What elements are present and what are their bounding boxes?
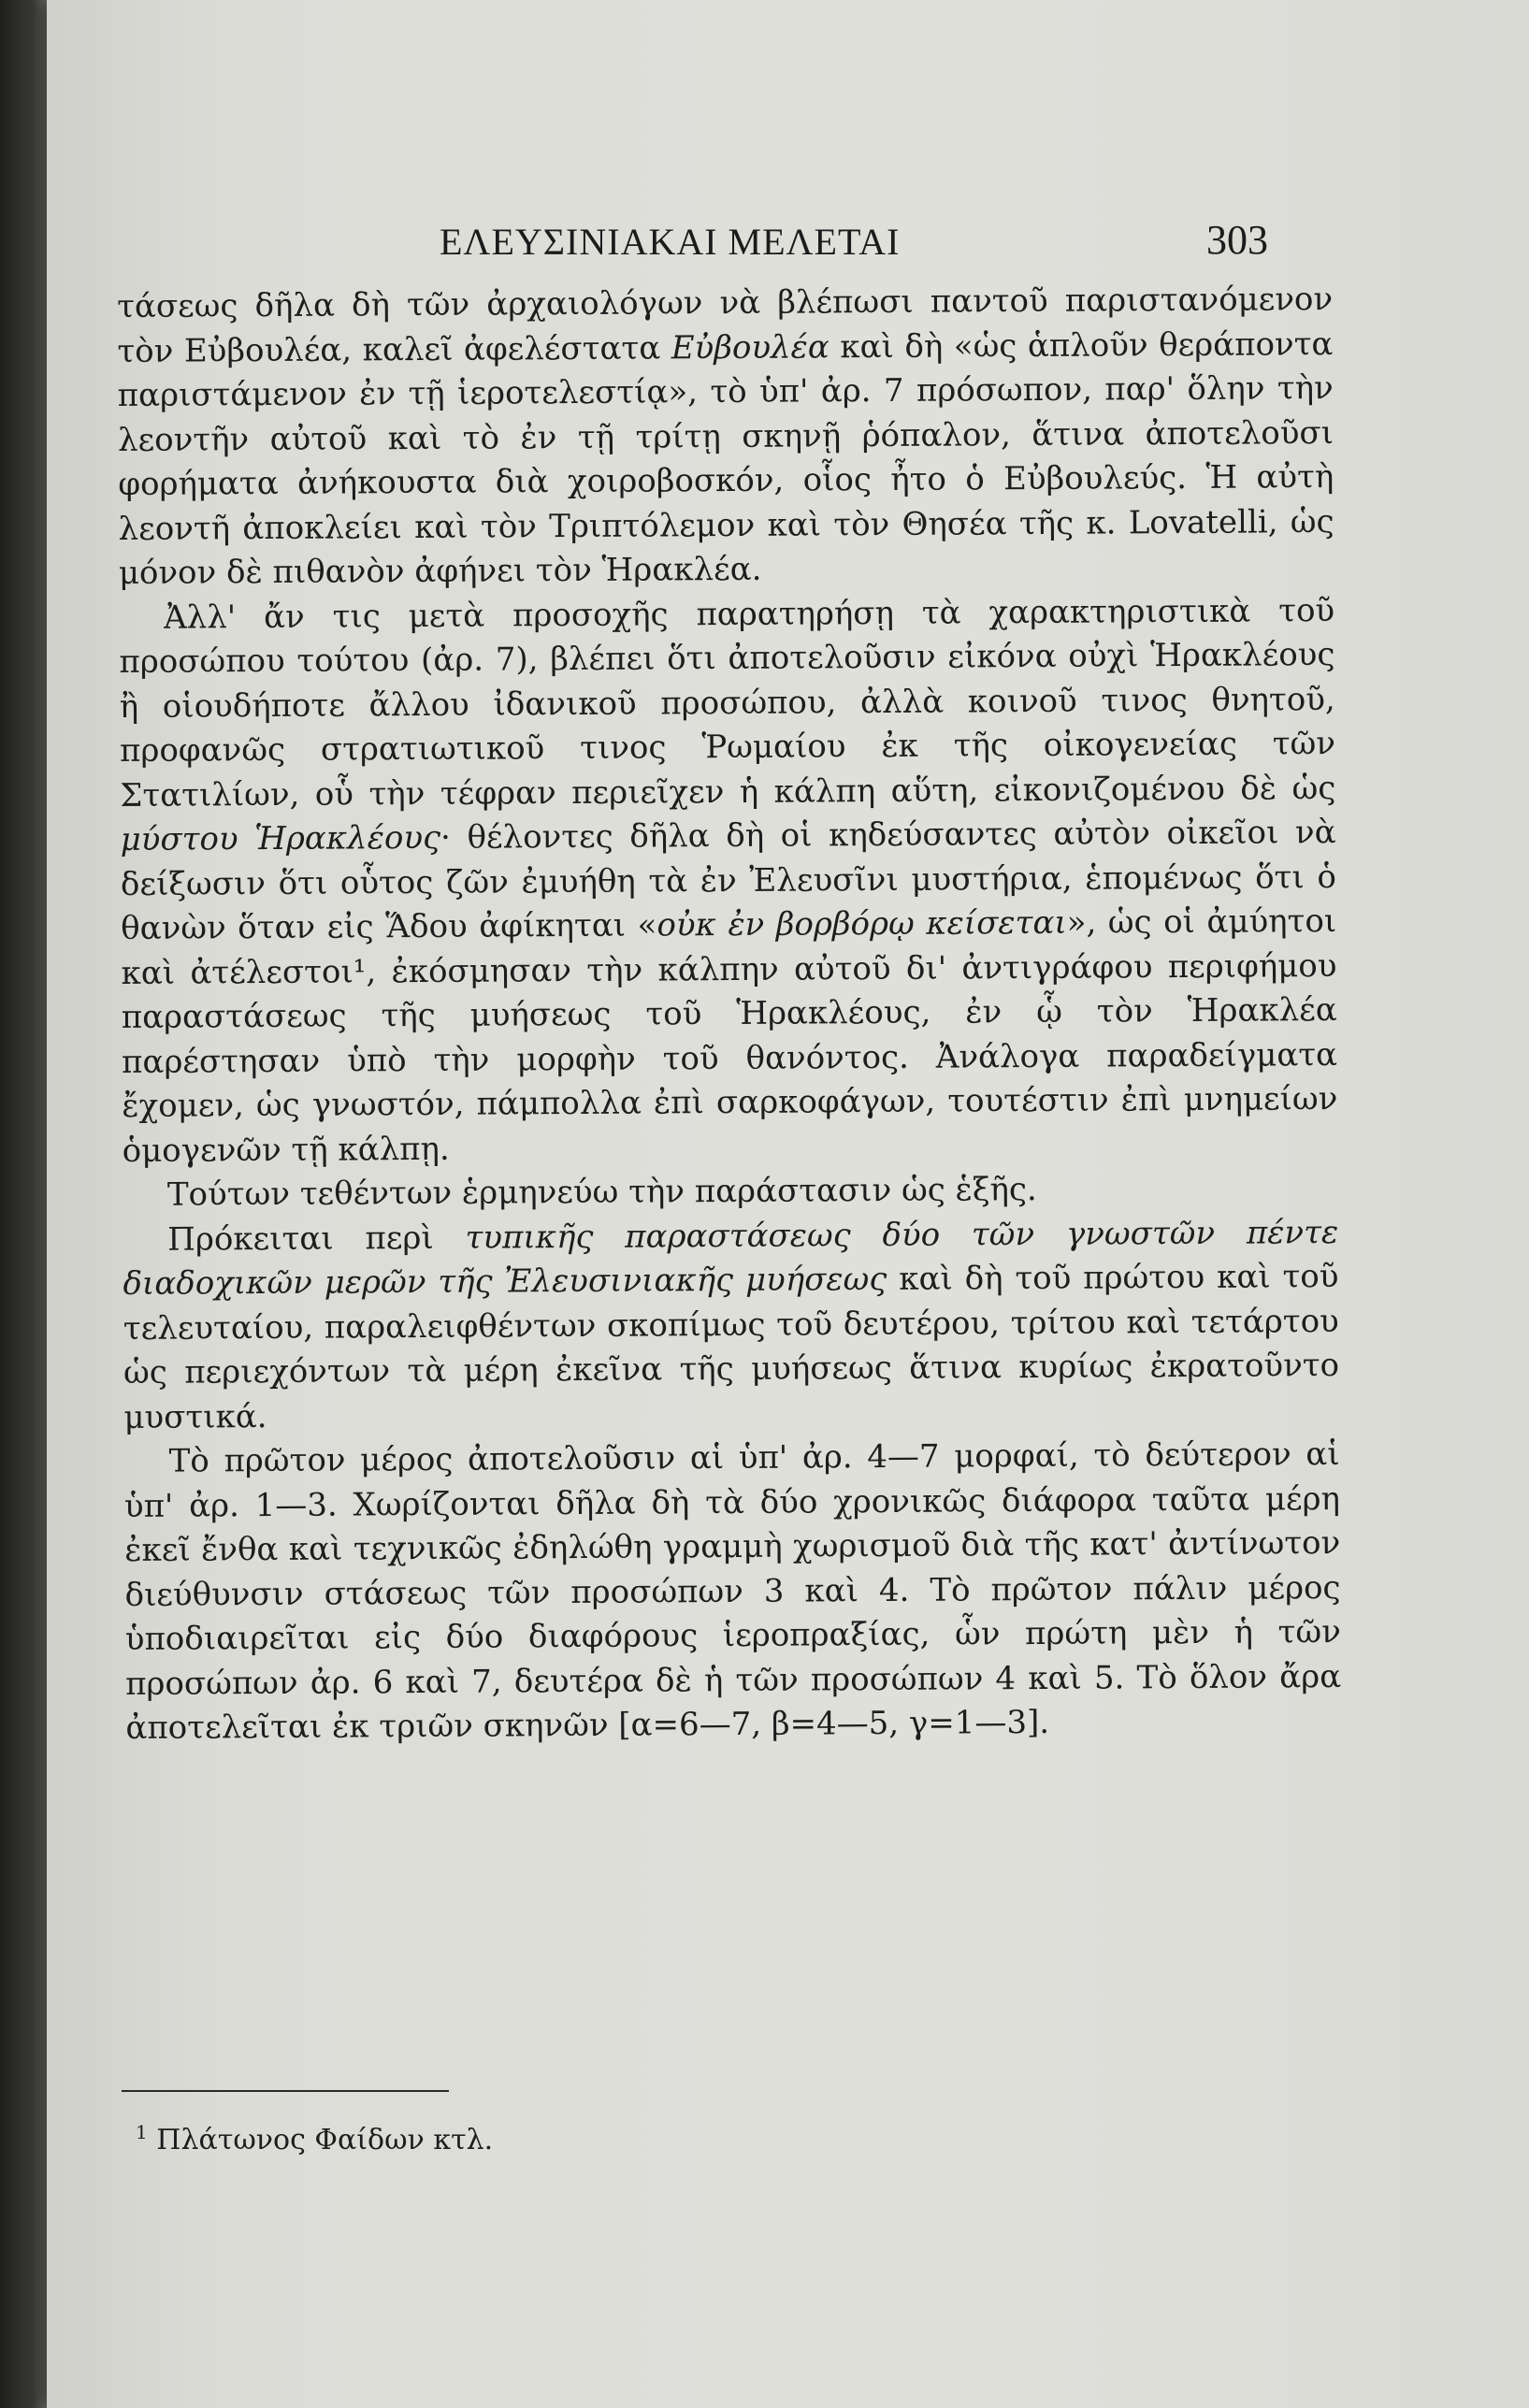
text-run: Τούτων τεθέντων ἑρμηνεύω τὴν παράστασιν ὡς ἑξῆς. <box>166 1171 1037 1214</box>
text-run: · θέλοντες δῆλα δὴ οἱ κηδεύσαντες αὐτὸν οἰκεῖοι νὰ δείξωσιν ὅτι οὗτος ζῶν ἐμυήθη τὰ ἐν Ἐλευσῖνι μυστήρια, ἑπομένως ὅτι ὁ θανὼν ὅταν εἰς Ἅδου ἀφίκηται « <box>120 814 1337 947</box>
running-title: ΕΛΕΥΣΙΝΙΑΚΑΙ ΜΕΛΕΤΑΙ <box>440 221 901 263</box>
paragraph <box>117 278 1334 596</box>
page-number: 303 <box>1206 217 1268 263</box>
page-header <box>47 210 1529 276</box>
footnote-marker: 1 <box>136 2121 148 2143</box>
text-run: Πρόκειται περὶ <box>167 1218 466 1259</box>
italic-phrase: μύστου Ἡρακλέους <box>120 818 441 858</box>
footnote <box>136 2121 493 2156</box>
text-run: », ὡς οἱ ἀμύητοι καὶ ἀτέλεστοι¹, ἐκόσμησαν τὴν κάλπην αὐτοῦ δι' ἀντιγράφου περιφήμου παραστάσεως τῆς μυήσεως τοῦ Ἡρακλέους, ἐν ᾧ τὸν Ἡρακλέα παρέστησαν ὑπὸ τὴν μορφὴν τοῦ θανόντος. Ἀνάλογα παραδείγματα ἔχομεν, ὡς γνωστόν, πάμπολλα ἐπὶ σαρκοφάγων, τουτέστιν ἐπὶ μνημείων ὁμογενῶν τῇ κάλπῃ. <box>121 902 1338 1170</box>
footnote-rule <box>122 2090 449 2092</box>
italic-phrase: τυπικῆς παραστάσεως δύο τῶν γνωστῶν πέντε διαδοχικῶν μερῶν τῆς Ἐλευσινιακῆς μυήσεως <box>123 1213 1339 1303</box>
paragraph <box>119 589 1338 1174</box>
text-run: καὶ δὴ τοῦ πρώτου καὶ τοῦ τελευταίου, παραλειφθέντων σκοπίμως τοῦ δευτέρου, τρίτου καὶ τετάρτου ὡς περιεχόντων τὰ μέρη ἐκεῖνα τῆς μυήσεως ἅτινα κυρίως ἐκρατοῦντο μυστικά. <box>123 1258 1340 1436</box>
book-page <box>47 0 1529 2408</box>
text-run: τάσεως δῆλα δὴ τῶν ἀρχαιολόγων νὰ βλέπωσι παντοῦ παριστανόμενον τὸν Εὐβουλέα, καλεῖ ἀφελέστατα <box>117 281 1334 370</box>
text-run: Ἀλλ' ἄν τις μετὰ προσοχῆς παρατηρήσῃ τὰ χαρακτηριστικὰ τοῦ προσώπου τούτου (ἀρ. 7), βλέπει ὅτι ἀποτελοῦσιν εἰκόνα οὐχὶ Ἡρακλέους ἢ οἱουδήποτε ἄλλου ἰδανικοῦ προσώπου, ἀλλὰ κοινοῦ τινος θνητοῦ, προφανῶς στρατιωτικοῦ τινος Ῥωμαίου ἐκ τῆς οἰκογενείας τῶν Στατιλίων, οὗ τὴν τέφραν περιεῖχεν ἡ κάλπη αὕτη, εἰκονιζομένου δὲ ὡς <box>119 591 1336 815</box>
italic-phrase: Εὐβουλέα <box>671 327 829 367</box>
footnote-text: Πλάτωνος Φαίδων κτλ. <box>156 2124 494 2156</box>
paragraph <box>123 1166 1338 1218</box>
paragraph <box>124 1433 1342 1751</box>
text-run: Τὸ πρῶτον μέρος ἀποτελοῦσιν αἱ ὑπ' ἀρ. 4—7 μορφαί, τὸ δεύτερον αἱ ὑπ' ἀρ. 1—3. Χωρίζονται δῆλα δὴ τὰ δύο χρονικῶς διάφορα ταῦτα μέρη ἐκεῖ ἔνθα καὶ τεχνικῶς ἐδηλώθη γραμμὴ χωρισμοῦ διὰ τῆς κατ' ἀντίνωτον διεύθυνσιν στάσεως τῶν προσώπων 3 καὶ 4. Τὸ πρῶτον πάλιν μέρος ὑποδιαιρεῖται εἰς δύο διαφόρους ἱεροπραξίας, ὧν πρώτη μὲν ἡ τῶν προσώπων ἀρ. 6 καὶ 7, δευτέρα δὲ ἡ τῶν προσώπων 4 καὶ 5. Τὸ ὅλον ἄρα ἀποτελεῖται ἐκ τριῶν σκηνῶν [α=6—7, β=4—5, γ=1—3]. <box>123 1435 1342 1747</box>
paragraph <box>123 1211 1339 1440</box>
italic-phrase: οὐκ ἐν βορβόρῳ κείσεται <box>656 903 1067 944</box>
text-run: καὶ δὴ «ὡς ἁπλοῦν θεράποντα παριστάμενον ἐν τῇ ἱεροτελεστίᾳ», τὸ ὑπ' ἀρ. 7 πρόσωπον, παρ' ὅλην τὴν λεοντῆν αὐτοῦ καὶ τὸ ἐν τῇ τρίτῃ σκηνῇ ῥόπαλον, ἅτινα ἀποτελοῦσι φορήματα ἀνήκουστα διὰ χοιροβοσκόν, οἷος ἦτο ὁ Εὐβουλεύς. Ἡ αὐτὴ λεοντῆ ἀποκλείει καὶ τὸν Τριπτόλεμον καὶ τὸν Θησέα τῆς κ. Lovatelli, ὡς μόνον δὲ πιθανὸν ἀφήνει τὸν Ἡρακλέα. <box>117 324 1334 592</box>
body-text <box>117 278 1342 1751</box>
book-spine-shadow <box>0 0 47 2408</box>
